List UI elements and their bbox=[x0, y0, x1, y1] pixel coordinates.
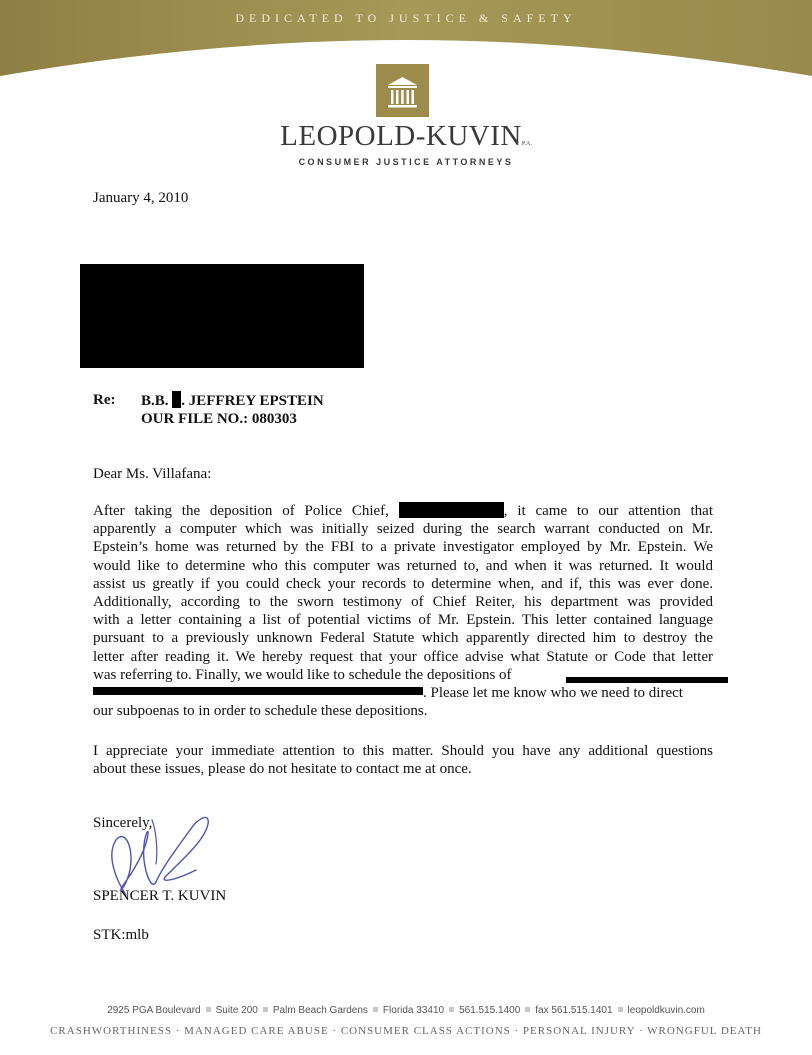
firm-subtitle: CONSUMER JUSTICE ATTORNEYS bbox=[298, 157, 514, 167]
re-case-initials: B.B. bbox=[141, 393, 169, 409]
footer-fax: fax 561.515.1401 bbox=[535, 1005, 613, 1016]
footer-website: leopoldkuvin.com bbox=[627, 1005, 705, 1016]
para1-line-5: assist us greatly if you could check your records to determine when, and if, this was ever done. bbox=[93, 575, 713, 592]
footer-suite: Suite 200 bbox=[215, 1005, 258, 1016]
closing: Sincerely, bbox=[93, 815, 153, 831]
para1-line-9: letter after reading it. We hereby request that your office advise what Statute or Code that letter bbox=[93, 648, 713, 665]
para1-line-7: with a letter containing a list of potential victims of Mr. Epstein. This letter contained language bbox=[93, 612, 713, 629]
footer-separator bbox=[373, 1007, 378, 1012]
redacted-agent-names bbox=[93, 687, 423, 695]
typist-initials: STK:mlb bbox=[93, 927, 149, 943]
letter-date: January 4, 2010 bbox=[93, 190, 189, 206]
para1-line-1-b: , it came to our attention that bbox=[503, 503, 714, 519]
footer-separator bbox=[449, 1007, 454, 1012]
signer-name: SPENCER T. KUVIN bbox=[93, 888, 227, 904]
footer-separator bbox=[263, 1007, 268, 1012]
para2-line-2: about these issues, please do not hesitate to contact me at once. bbox=[93, 761, 472, 778]
firm-name bbox=[0, 120, 812, 153]
footer-state-zip: Florida 33410 bbox=[382, 1005, 445, 1016]
re-case-line bbox=[141, 391, 324, 411]
para1-line-12: our subpoenas to in order to schedule these depositions. bbox=[93, 703, 428, 720]
para1-line-10-text: was referring to. Finally, we would like to schedule the depositions of bbox=[93, 666, 512, 683]
para1-line-2: apparently a computer which was initially seized during the search warrant conducted on Mr. bbox=[93, 521, 713, 538]
footer-practice-areas: CRASHWORTHINESS · MANAGED CARE ABUSE · CONSUMER CLASS ACTIONS · PERSONAL INJURY · WRONGFUL DEATH bbox=[50, 1025, 762, 1037]
letterhead-tagline: DEDICATED TO JUSTICE & SAFETY bbox=[235, 11, 577, 25]
salutation: Dear Ms. Villafana: bbox=[93, 466, 212, 482]
redacted-police-chief-name bbox=[399, 502, 504, 518]
footer-city: Palm Beach Gardens bbox=[272, 1005, 368, 1016]
footer-address bbox=[0, 1005, 812, 1016]
re-case-party: . JEFFREY EPSTEIN bbox=[181, 393, 324, 409]
para1-line-6: Additionally, according to the sworn testimony of Chief Reiter, his department was provided bbox=[93, 594, 713, 611]
para1-line-4: would like to determine who this computer was returned to, and when it was returned. It would bbox=[93, 557, 713, 574]
firm-suffix: P.A. bbox=[521, 141, 532, 147]
footer-street: 2925 PGA Boulevard bbox=[107, 1005, 201, 1016]
para1-line-1-a: After taking the deposition of Police Chief, bbox=[93, 503, 389, 519]
footer-separator bbox=[525, 1007, 530, 1012]
para2-line-1: I appreciate your immediate attention to this matter. Should you have any additional questions bbox=[93, 743, 713, 759]
footer-phone: 561.515.1400 bbox=[459, 1005, 521, 1016]
footer-separator bbox=[206, 1007, 211, 1012]
para1-line-11-text: . Please let me know who we need to direct bbox=[423, 685, 683, 702]
redacted-fbi-agents-strike bbox=[566, 677, 728, 683]
re-file-number: OUR FILE NO.: 080303 bbox=[141, 411, 297, 427]
body-paragraph-1 bbox=[93, 502, 713, 720]
para1-line-8: pursuant to a previously unknown Federal Statute which apparently directed him to destroy the bbox=[93, 630, 713, 647]
footer-separator bbox=[618, 1007, 623, 1012]
firm-name-text: LEOPOLD-KUVIN bbox=[280, 120, 522, 152]
body-paragraph-2 bbox=[93, 742, 713, 778]
courthouse-logo-icon bbox=[376, 64, 429, 117]
para1-line-11 bbox=[93, 684, 713, 702]
para1-line-1 bbox=[93, 502, 713, 520]
re-label: Re: bbox=[93, 392, 116, 408]
redacted-recipient-address bbox=[80, 264, 364, 368]
redacted-case-mark bbox=[172, 391, 181, 408]
para1-line-3: Epstein’s home was returned by the FBI to a private investigator employed by Mr. Epstein. We bbox=[93, 539, 713, 556]
